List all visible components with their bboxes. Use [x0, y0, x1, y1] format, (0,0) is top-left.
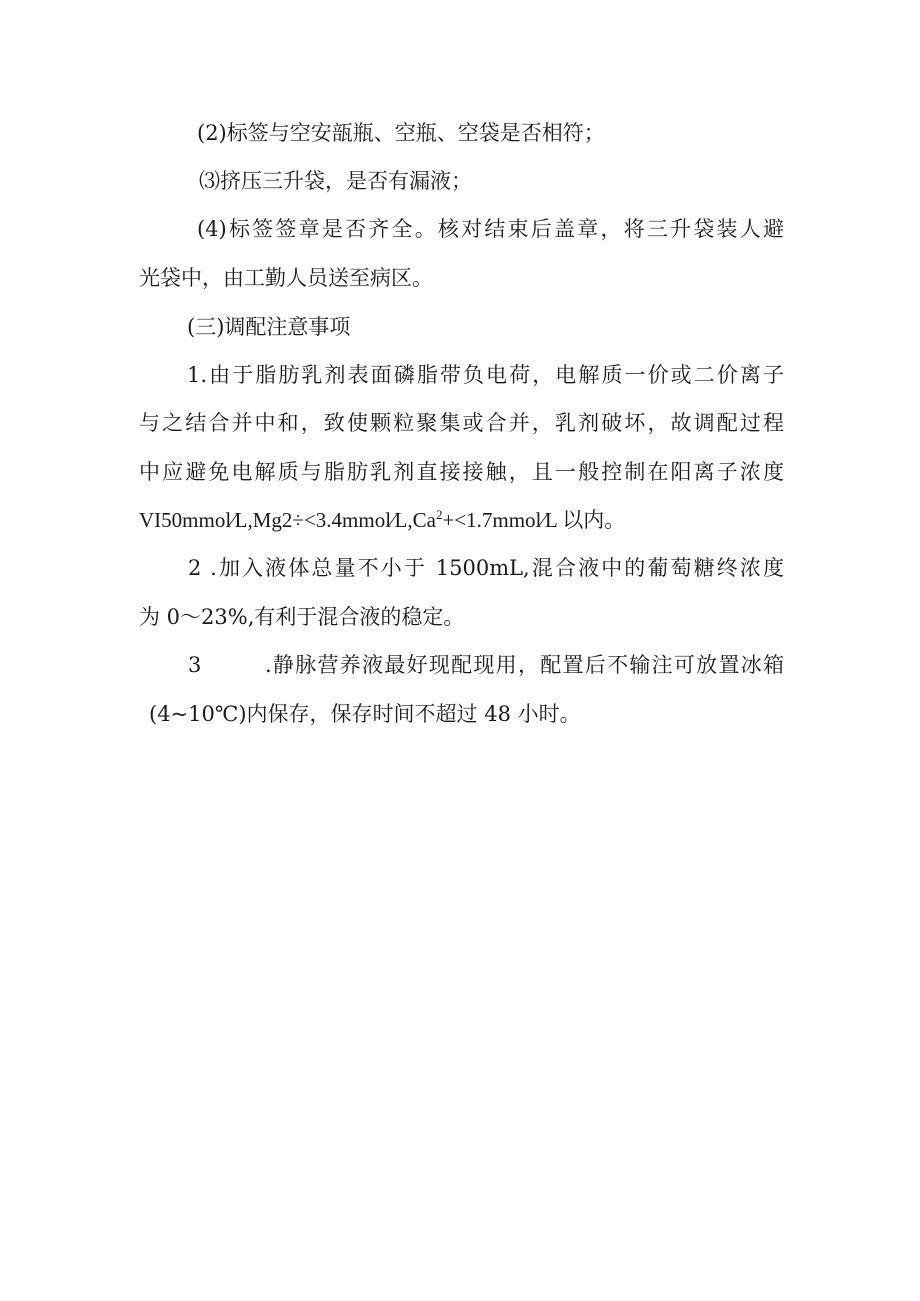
note-1-line-4	[139, 506, 625, 534]
check-item-4-line-2: 光袋中，由工勤人员送至病区。	[139, 266, 433, 290]
note-1-line-4-superscript: 2	[435, 507, 443, 522]
note-2-line-1: 2 .加入液体总量不小于 1500mL,混合液中的葡萄糖终浓度	[188, 556, 784, 580]
section-heading: (三)调配注意事项	[187, 315, 351, 339]
note-1-line-4-post: +<1.7mmol∕L 以内。	[442, 508, 626, 532]
note-3-line-1: 3 .静脉营养液最好现配现用，配置后不输注可放置冰箱	[188, 653, 784, 677]
note-2-line-2: 为 0～23%,有利于混合液的稳定。	[139, 605, 465, 629]
note-1-line-4-pre: VI50mmol∕L,Mg2÷<3.4mmol∕L,Ca	[139, 508, 436, 532]
check-item-4-line-1: (4)标签签章是否齐全。核对结束后盖章，将三升袋装人避	[197, 217, 784, 241]
note-3-line-2: (4~10℃)内保存，保存时间不超过 48 小时。	[149, 702, 581, 726]
note-1-line-1: 1.由于脂肪乳剂表面磷脂带负电荷，电解质一价或二价离子	[187, 363, 784, 387]
note-1-line-3: 中应避免电解质与脂肪乳剂直接接触，且一般控制在阳离子浓度	[139, 460, 784, 484]
note-1-line-2: 与之结合并中和，致使颗粒聚集或合并，乳剂破坏，故调配过程	[139, 411, 784, 435]
check-item-3: ⑶挤压三升袋，是否有漏液；	[199, 169, 472, 193]
check-item-2: (2)标签与空安瓿瓶、空瓶、空袋是否相符；	[197, 121, 605, 145]
